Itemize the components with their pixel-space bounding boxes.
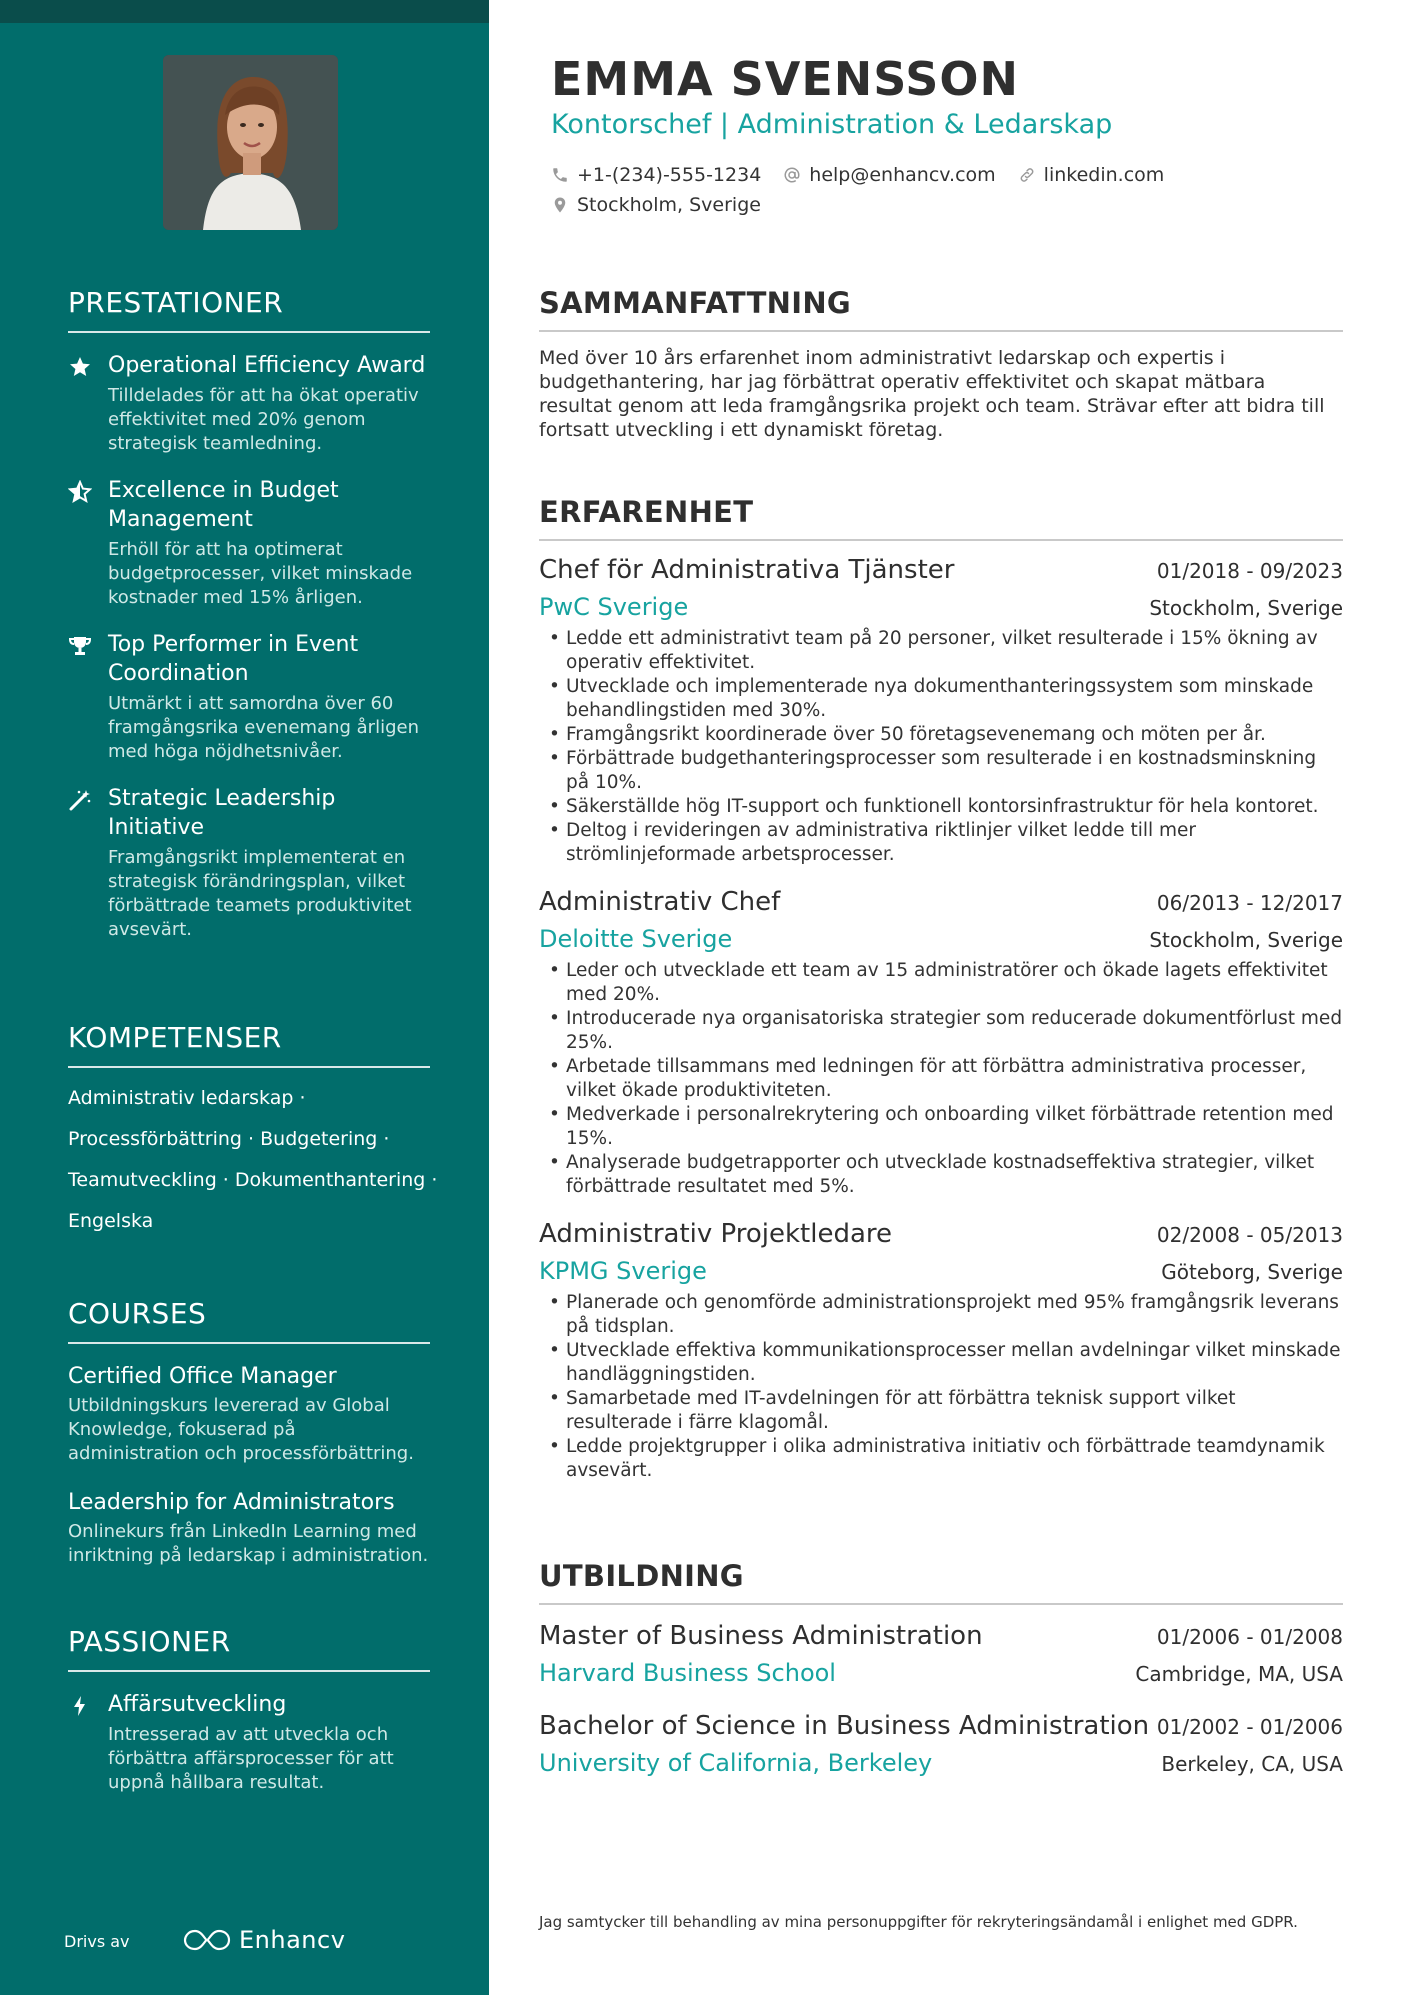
summary-title: SAMMANFATTNING [539,286,1343,332]
infinity-logo-icon [183,1927,231,1953]
education-degree: Bachelor of Science in Business Administration [539,1711,1150,1741]
job-bullets [539,1291,1343,1483]
job-role: Chef för Administrativa Tjänster [539,555,955,585]
contact-linkedin[interactable] [1018,164,1165,186]
job-bullets [539,627,1343,867]
profile-photo-illustration [163,55,338,230]
job-bullet: • Utvecklade och implementerade nya dokumenthanteringssystem som minskade behandlingstiden med 30%. [539,675,1343,723]
achievement-title: Excellence in Budget Management [108,478,339,532]
passions-section [68,1625,430,1795]
course-description: Onlinekurs från LinkedIn Learning med inriktning på ledarskap i administration. [68,1521,429,1566]
skills-section [68,1021,438,1242]
summary-text: Med över 10 års erfarenhet inom administrativt ledarskap och expertis i budgethantering, har jag förbättrat operativ effektivitet och skapat mätbara resultat genom att leda framgångsrika projekt och team. Strävar efter att bidra till fortsatt utveckling i ett dynamiskt företag. [539,347,1325,441]
job-dates: 02/2008 - 05/2013 [1156,1223,1343,1247]
course-item [68,1488,430,1568]
education-entry [539,1711,1343,1777]
course-description: Utbildningskurs levererad av Global Knowledge, fokuserad på administration och processförbättring. [68,1395,414,1464]
job-dates: 01/2018 - 09/2023 [1156,559,1343,583]
profile-photo [163,55,338,230]
contact-phone[interactable] [551,164,761,186]
job-location: Stockholm, Sverige [1149,596,1343,620]
job-bullet: • Analyserade budgetrapporter och utvecklade kostnadseffektiva strategier, vilket förbättrade resultatet med 5%. [539,1151,1343,1199]
contact-location [551,194,761,216]
achievement-description: Erhöll för att ha optimerat budgetprocesser, vilket minskade kostnader med 15% årligen. [108,539,413,608]
education-school: University of California, Berkeley [539,1749,933,1777]
job-role: Administrativ Chef [539,887,781,917]
enhancv-logo[interactable] [183,1926,345,1954]
contact-info [551,160,1331,220]
candidate-name: EMMA SVENSSON [551,52,1020,106]
at-sign-icon [783,166,801,184]
achievement-description: Framgångsrikt implementerat en strategisk förändringsplan, vilket förbättrade teamets produktivitet avsevärt. [108,847,412,940]
job-bullet: • Samarbetade med IT-avdelningen för att förbättra teknisk support vilket resulterade i färre klagomål. [539,1387,1343,1435]
course-title: Certified Office Manager [68,1364,337,1389]
education-entry [539,1621,1343,1687]
education-section [539,1559,1343,1777]
education-title: UTBILDNING [539,1559,1343,1605]
achievements-section [68,286,430,942]
achievement-item [68,630,430,764]
passion-title: Affärsutveckling [108,1692,287,1717]
linkedin-text: linkedin.com [1043,164,1165,186]
passions-title: PASSIONER [68,1625,430,1672]
job-bullet: • Introducerade nya organisatoriska strategier som reducerade dokumentförlust med 25%. [539,1007,1343,1055]
job-bullet: • Deltog i revideringen av administrativa riktlinjer vilket ledde till mer strömlinjeformade arbetsprocesser. [539,819,1343,867]
job-role: Administrativ Projektledare [539,1219,893,1249]
education-school: Harvard Business School [539,1659,836,1687]
location-text: Stockholm, Sverige [577,194,761,216]
link-icon [1018,166,1036,184]
job-entry [539,555,1343,867]
skill-line: Engelska [68,1210,154,1232]
job-bullet: • Framgångsrikt koordinerade över 50 företagsevenemang och möten per år. [539,723,1343,747]
job-bullet: • Leder och utvecklade ett team av 15 administratörer och ökade lagets effektivitet med 20%. [539,959,1343,1007]
job-entry [539,887,1343,1199]
job-bullet: • Ledde ett administrativt team på 20 personer, vilket resulterade i 15% ökning av operativ effektivitet. [539,627,1343,675]
achievement-description: Utmärkt i att samordna över 60 framgångsrika evenemang årligen med höga nöjdhetsnivåer. [108,693,419,762]
job-location: Göteborg, Sverige [1161,1260,1343,1284]
achievement-title: Top Performer in Event Coordination [108,632,359,686]
job-bullet: • Utvecklade effektiva kommunikationsprocesser mellan avdelningar vilket minskade handläggningstiden. [539,1339,1343,1387]
achievement-description: Tilldelades för att ha ökat operativ effektivitet med 20% genom strategisk teamledning. [108,385,419,454]
enhancv-brand-text: Enhancv [239,1926,346,1954]
skills-title: KOMPETENSER [68,1021,430,1068]
achievement-item [68,351,430,456]
achievements-title: PRESTATIONER [68,286,430,333]
sidebar-top-band [0,0,489,23]
achievement-item [68,476,430,610]
trophy-icon [68,634,92,658]
education-dates: 01/2002 - 01/2006 [1156,1715,1343,1739]
phone-text: +1-(234)-555-1234 [577,164,762,186]
magic-wand-icon [68,788,92,812]
sidebar [0,0,489,1995]
lightning-icon [68,1694,92,1718]
job-company: PwC Sverige [539,593,689,621]
job-company: KPMG Sverige [539,1257,707,1285]
gdpr-consent-text: Jag samtycker till behandling av mina personuppgifter för rekryteringsändamål i enlighet med GDPR. [539,1913,1298,1931]
experience-section [539,495,1343,1483]
skills-list [68,1078,438,1242]
skill-line: Administrativ ledarskap · [68,1087,306,1109]
courses-title: COURSES [68,1297,430,1344]
star-half-icon [68,480,92,504]
passion-description: Intresserad av att utveckla och förbättra affärsprocesser för att uppnå hållbara resultat. [108,1724,394,1793]
star-icon [68,355,92,379]
education-degree: Master of Business Administration [539,1621,983,1651]
achievement-item [68,784,430,942]
achievement-title: Strategic Leadership Initiative [108,786,336,840]
contact-row [551,160,1331,190]
job-company: Deloitte Sverige [539,925,733,953]
skill-line: Processförbättring · Budgetering · [68,1128,390,1150]
job-bullet: • Planerade och genomförde administrationsprojekt med 95% framgångsrik leverans på tidsplan. [539,1291,1343,1339]
candidate-headline: Kontorschef | Administration & Ledarskap [551,109,1113,140]
job-bullet: • Förbättrade budgethanteringsprocesser som resulterade i en kostnadsminskning på 10%. [539,747,1343,795]
course-item [68,1362,430,1466]
job-bullet: • Ledde projektgrupper i olika administrativa initiativ och förbättrade teamdynamik avsevärt. [539,1435,1343,1483]
education-location: Cambridge, MA, USA [1135,1662,1343,1686]
passion-item [68,1690,430,1795]
courses-section [68,1297,430,1568]
powered-by-label: Drivs av [64,1932,130,1951]
job-bullet: • Säkerställde hög IT-support och funktionell kontorsinfrastruktur för hela kontoret. [539,795,1343,819]
skill-line: Teamutveckling · Dokumenthantering · [68,1169,438,1191]
job-bullets [539,959,1343,1199]
contact-row [551,190,1331,220]
achievement-title: Operational Efficiency Award [108,353,426,378]
location-pin-icon [551,196,569,214]
course-title: Leadership for Administrators [68,1490,395,1515]
phone-icon [551,166,569,184]
job-dates: 06/2013 - 12/2017 [1156,891,1343,915]
education-dates: 01/2006 - 01/2008 [1156,1625,1343,1649]
experience-title: ERFARENHET [539,495,1343,541]
job-entry [539,1219,1343,1483]
contact-email[interactable] [783,164,995,186]
summary-section [539,286,1343,442]
job-bullet: • Arbetade tillsammans med ledningen för att förbättra administrativa processer, vilket ökade produktiviteten. [539,1055,1343,1103]
education-location: Berkeley, CA, USA [1161,1752,1343,1776]
job-location: Stockholm, Sverige [1149,928,1343,952]
email-text: help@enhancv.com [809,164,996,186]
job-bullet: • Medverkade i personalrekrytering och onboarding vilket förbättrade retention med 15%. [539,1103,1343,1151]
